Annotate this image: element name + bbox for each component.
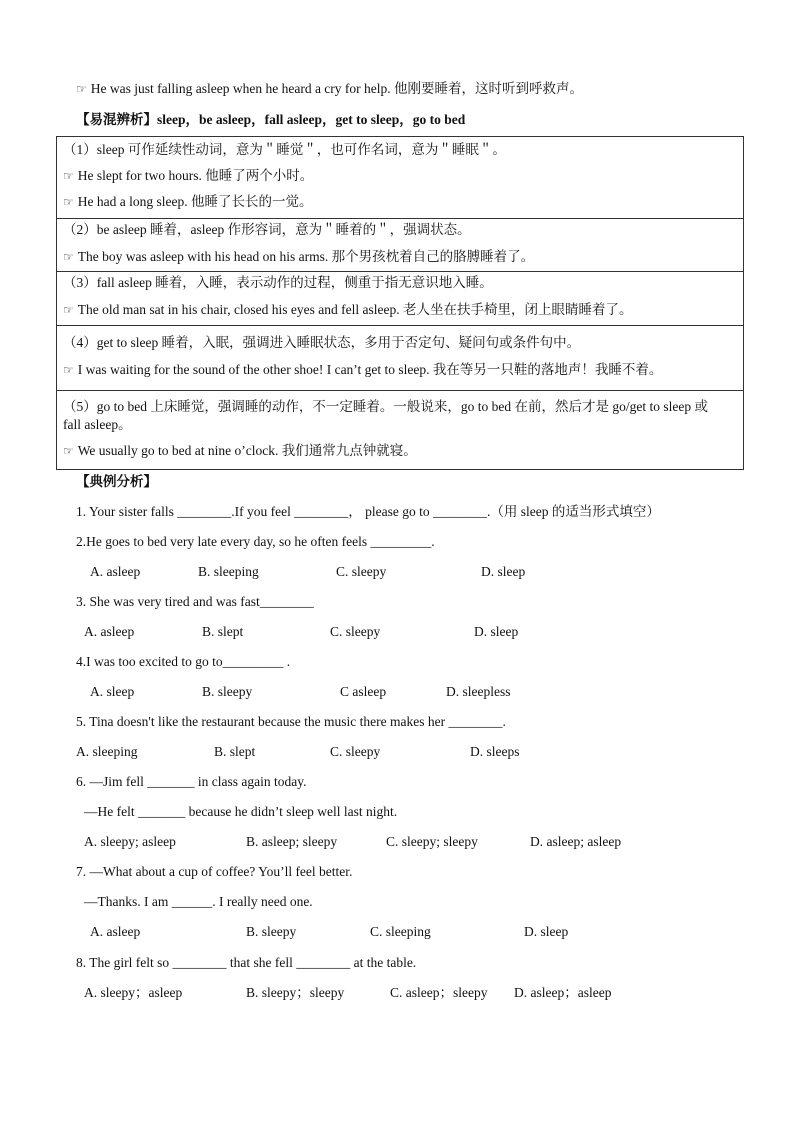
question-7-option-a[interactable]: A. asleep: [90, 924, 141, 939]
comparison-table: [56, 136, 744, 470]
question-7-line-2: —Thanks. I am ______. I really need one.: [84, 894, 313, 909]
question-2-option-a[interactable]: A. asleep: [90, 564, 141, 579]
question-8-option-b[interactable]: B. sleepy；sleepy: [246, 985, 345, 1000]
row3-description: （3）fall asleep 睡着，入睡，表示动作的过程，侧重于指无意识地入睡。: [63, 275, 493, 290]
question-7-option-d[interactable]: D. sleep: [524, 924, 569, 939]
question-6-option-c[interactable]: C. sleepy; sleepy: [386, 834, 478, 849]
question-3-option-c[interactable]: C. sleepy: [330, 624, 381, 639]
question-5: 5. Tina doesn't like the restaurant because the music there makes her ________.: [76, 714, 506, 729]
question-4: 4.I was too excited to go to_________ .: [76, 654, 291, 669]
question-7-option-b[interactable]: B. sleepy: [246, 924, 297, 939]
question-5-option-a[interactable]: A. sleeping: [76, 744, 138, 759]
question-1: 1. Your sister falls ________.If you feel ________， please go to ________.（用 sleep 的适当形式填空）: [76, 504, 660, 519]
row2-description: （2）be asleep 睡着，asleep 作形容词，意为＂睡着的＂，强调状态。: [63, 222, 471, 237]
question-2: 2.He goes to bed very late every day, so he often feels _________.: [76, 534, 435, 549]
question-5-option-c[interactable]: C. sleepy: [330, 744, 381, 759]
section-title: 【易混辨析】sleep，be asleep，fall asleep，get to sleep，go to bed: [76, 112, 466, 127]
question-8-option-c[interactable]: C. asleep；sleepy: [390, 985, 488, 1000]
row1-example-2: [63, 193, 737, 211]
question-6-line-2: —He felt _______ because he didn’t sleep well last night.: [84, 804, 398, 819]
table-row-divider: [56, 271, 744, 272]
examples-title: 【典例分析】: [76, 474, 157, 489]
row3-example-1: [63, 301, 737, 319]
row1-example-2-text: He had a long sleep. 他睡了长长的一觉。: [77, 194, 313, 209]
question-3: 3. She was very tired and was fast________: [76, 594, 314, 609]
pointing-hand-icon: ☞: [63, 169, 74, 183]
table-row-divider: [56, 390, 744, 391]
pointing-hand-icon: ☞: [63, 303, 74, 317]
question-5-option-b[interactable]: B. slept: [214, 744, 256, 759]
question-4-option-b[interactable]: B. sleepy: [202, 684, 253, 699]
row2-example-1-text: The boy was asleep with his head on his arms. 那个男孩枕着自己的胳膊睡着了。: [77, 249, 535, 264]
question-6-line-1: 6. —Jim fell _______ in class again today.: [76, 774, 307, 789]
question-7-line-1: 7. —What about a cup of coffee? You’ll feel better.: [76, 864, 353, 879]
intro-example: [76, 80, 583, 98]
question-8-option-a[interactable]: A. sleepy；asleep: [84, 985, 183, 1000]
question-3-option-b[interactable]: B. slept: [202, 624, 244, 639]
question-4-option-c[interactable]: C asleep: [340, 684, 387, 699]
row4-example-1-text: I was waiting for the sound of the other shoe! I can’t get to sleep. 我在等另一只鞋的落地声！我睡不着。: [77, 362, 663, 377]
question-3-option-a[interactable]: A. asleep: [84, 624, 135, 639]
row4-example-1: [63, 361, 737, 379]
pointing-hand-icon: ☞: [63, 250, 74, 264]
row1-example-1-text: He slept for two hours. 他睡了两个小时。: [77, 168, 314, 183]
row1-example-1: [63, 167, 737, 185]
row4-description: （4）get to sleep 睡着，入眠，强调进入睡眠状态，多用于否定句、疑问句或条件句中。: [63, 335, 581, 350]
question-7-option-c[interactable]: C. sleeping: [370, 924, 431, 939]
question-2-option-c[interactable]: C. sleepy: [336, 564, 387, 579]
row5-example-1: [63, 442, 737, 460]
row3-example-1-text: The old man sat in his chair, closed his eyes and fell asleep. 老人坐在扶手椅里，闭上眼睛睡着了。: [77, 302, 633, 317]
question-2-option-b[interactable]: B. sleeping: [198, 564, 259, 579]
question-4-option-d[interactable]: D. sleepless: [446, 684, 511, 699]
question-6-option-d[interactable]: D. asleep; asleep: [530, 834, 622, 849]
question-8-option-d[interactable]: D. asleep；asleep: [514, 985, 612, 1000]
row5-example-1-text: We usually go to bed at nine o’clock. 我们通常九点钟就寝。: [77, 443, 417, 458]
intro-sentence: He was just falling asleep when he heard a cry for help. 他刚要睡着，这时听到呼救声。: [90, 81, 584, 96]
pointing-hand-icon: ☞: [76, 82, 87, 96]
pointing-hand-icon: ☞: [63, 444, 74, 458]
row5-description-line-2: fall asleep。: [63, 417, 132, 432]
question-8: 8. The girl felt so ________ that she fell ________ at the table.: [76, 955, 417, 970]
question-6-option-b[interactable]: B. asleep; sleepy: [246, 834, 338, 849]
question-5-option-d[interactable]: D. sleeps: [470, 744, 520, 759]
row2-example-1: [63, 248, 737, 266]
question-3-option-d[interactable]: D. sleep: [474, 624, 519, 639]
question-2-option-d[interactable]: D. sleep: [481, 564, 526, 579]
row5-description-line-1: （5）go to bed 上床睡觉，强调睡的动作，不一定睡着。一般说来，go to bed 在前，然后才是 go/get to sleep 或: [63, 399, 708, 414]
table-row-divider: [56, 218, 744, 219]
pointing-hand-icon: ☞: [63, 363, 74, 377]
question-4-option-a[interactable]: A. sleep: [90, 684, 135, 699]
pointing-hand-icon: ☞: [63, 195, 74, 209]
question-6-option-a[interactable]: A. sleepy; asleep: [84, 834, 176, 849]
row1-description: （1）sleep 可作延续性动词，意为＂睡觉＂，也可作名词，意为＂睡眠＂。: [63, 142, 506, 157]
table-row-divider: [56, 325, 744, 326]
